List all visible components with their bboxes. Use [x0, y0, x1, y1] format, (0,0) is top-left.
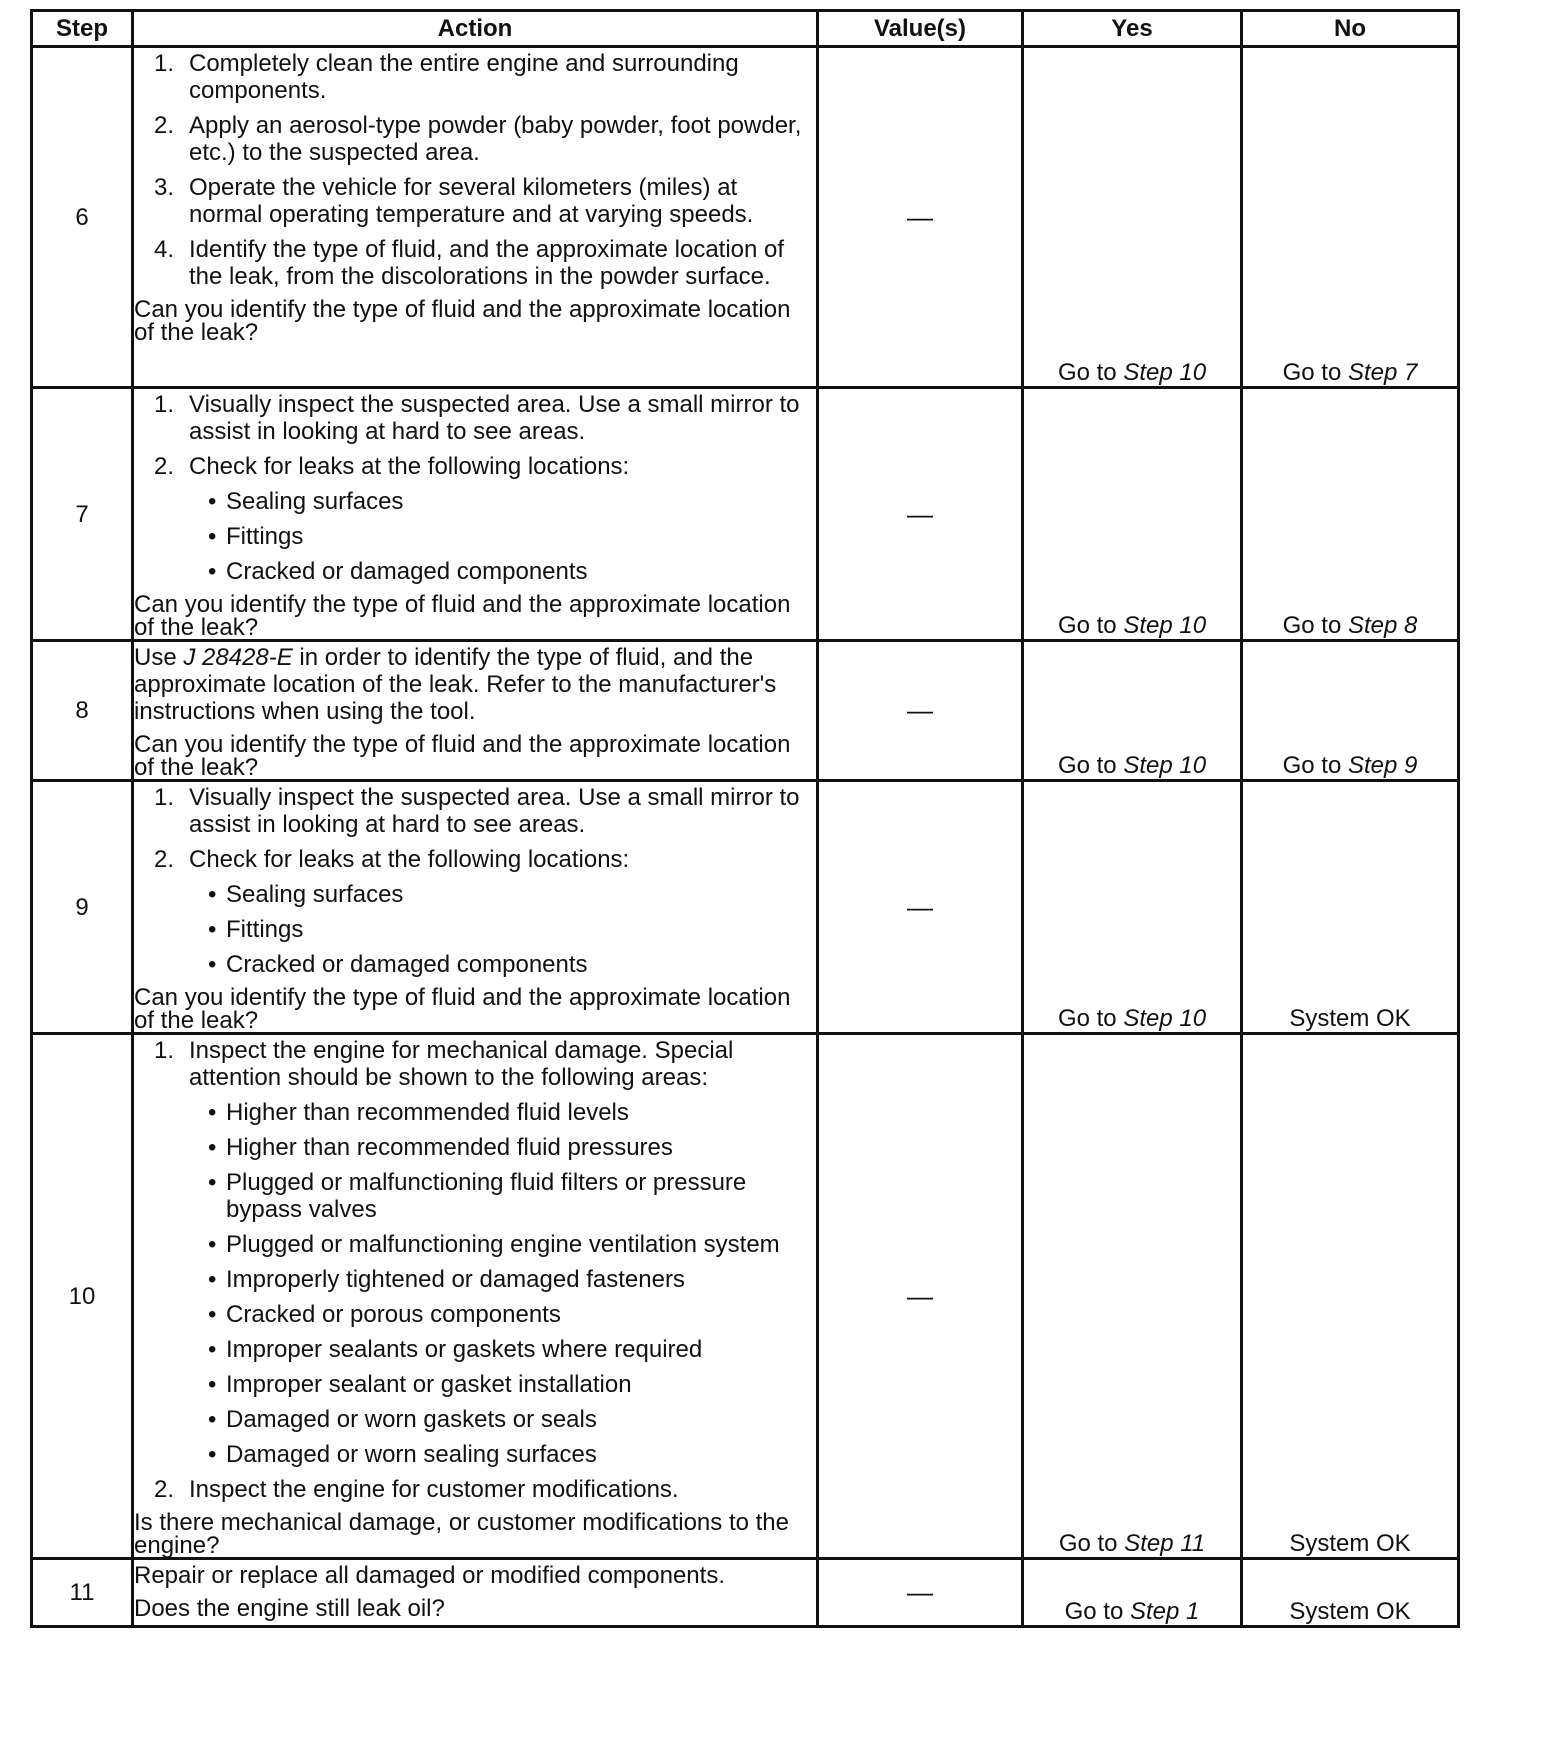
step-number: 6: [32, 47, 133, 388]
table-row-step-7: [32, 388, 1459, 641]
header-action: Action: [133, 11, 818, 47]
no-cell: System OK: [1242, 1559, 1459, 1627]
bullet-item: • Cracked or porous components: [208, 1301, 561, 1328]
header-row: [32, 11, 1459, 47]
step-reference: Step 10: [1123, 1005, 1207, 1032]
numbered-item: 2. Check for leaks at the following locations:: [154, 453, 630, 480]
step-number: 11: [32, 1559, 133, 1627]
table-row-step-6: [32, 47, 1459, 388]
tool-reference: J 28428-E: [183, 644, 293, 671]
step-reference: Step 7: [1347, 359, 1418, 386]
bullet-item: • Sealing surfaces: [208, 881, 404, 908]
bullet-item: • Plugged or malfunctioning engine ventilation system: [208, 1231, 780, 1258]
action-cell: [133, 388, 818, 641]
no-cell: System OK: [1242, 1034, 1459, 1559]
action-text: Repair or replace all damaged or modified components.: [134, 1562, 725, 1589]
numbered-item: 2. Inspect the engine for customer modifications.: [154, 1476, 679, 1503]
bullet-item: • Plugged or malfunctioning fluid filters or pressure bypass valves: [208, 1169, 747, 1223]
action-cell: [133, 1559, 818, 1627]
bullet-item: • Improperly tightened or damaged fasteners: [208, 1266, 685, 1293]
step-reference: Step 10: [1123, 752, 1207, 779]
step-reference: Step 10: [1123, 359, 1207, 386]
step-number: 10: [32, 1034, 133, 1559]
numbered-item: 2. Check for leaks at the following locations:: [154, 846, 630, 873]
action-cell: [133, 641, 818, 781]
bullet-item: • Damaged or worn sealing surfaces: [208, 1441, 597, 1468]
value-cell: —: [818, 47, 1023, 388]
yes-cell: Go to Step 1: [1023, 1559, 1242, 1627]
bullet-item: • Higher than recommended fluid pressures: [208, 1134, 673, 1161]
header-values: Value(s): [818, 11, 1023, 47]
bullet-item: • Fittings: [208, 916, 304, 943]
bullet-item: • Improper sealants or gaskets where required: [208, 1336, 703, 1363]
action-cell: [133, 47, 818, 388]
numbered-item: 1. Inspect the engine for mechanical damage. Special attention should be shown to the following areas:: [154, 1037, 734, 1091]
numbered-item: 1. Completely clean the entire engine and surrounding components.: [154, 50, 739, 104]
bullet-item: • Fittings: [208, 523, 304, 550]
value-cell: —: [818, 641, 1023, 781]
question-text: Does the engine still leak oil?: [134, 1595, 445, 1622]
bullet-item: • Improper sealant or gasket installation: [208, 1371, 632, 1398]
value-cell: —: [818, 388, 1023, 641]
step-number: 8: [32, 641, 133, 781]
step-reference: Step 11: [1124, 1530, 1206, 1557]
step-number: 7: [32, 388, 133, 641]
yes-cell: Go to Step 11: [1023, 1034, 1242, 1559]
header-yes: Yes: [1023, 11, 1242, 47]
value-cell: —: [818, 1559, 1023, 1627]
value-cell: —: [818, 1034, 1023, 1559]
numbered-item: 4. Identify the type of fluid, and the approximate location of the leak, from the discolorations in the powder surface.: [154, 236, 785, 290]
question-text: Is there mechanical damage, or customer modifications to the engine?: [134, 1509, 789, 1559]
numbered-item: 1. Visually inspect the suspected area. Use a small mirror to assist in looking at hard to see areas.: [154, 784, 800, 838]
value-cell: —: [818, 781, 1023, 1034]
question-text: Can you identify the type of fluid and the approximate location of the leak?: [134, 296, 791, 346]
step-number: 9: [32, 781, 133, 1034]
action-text: Use J 28428-E in order to identify the type of fluid, and the approximate location of the leak. Refer to the manufacturer's instructions when using the tool.: [134, 644, 777, 725]
table-row-step-9: [32, 781, 1459, 1034]
no-cell: System OK: [1242, 781, 1459, 1034]
question-text: Can you identify the type of fluid and the approximate location of the leak?: [134, 984, 791, 1034]
no-cell: Go to Step 7: [1242, 47, 1459, 388]
numbered-item: 1. Visually inspect the suspected area. Use a small mirror to assist in looking at hard to see areas.: [154, 391, 800, 445]
question-text: Can you identify the type of fluid and the approximate location of the leak?: [134, 591, 791, 641]
no-cell: Go to Step 8: [1242, 388, 1459, 641]
action-cell: [133, 781, 818, 1034]
yes-cell: Go to Step 10: [1023, 641, 1242, 781]
bullet-item: • Damaged or worn gaskets or seals: [208, 1406, 597, 1433]
no-cell: Go to Step 9: [1242, 641, 1459, 781]
step-reference: Step 9: [1347, 752, 1418, 779]
bullet-item: • Cracked or damaged components: [208, 951, 588, 978]
bullet-item: • Higher than recommended fluid levels: [208, 1099, 629, 1126]
table-row-step-11: [32, 1559, 1459, 1627]
yes-cell: Go to Step 10: [1023, 47, 1242, 388]
yes-cell: Go to Step 10: [1023, 781, 1242, 1034]
action-cell: [133, 1034, 818, 1559]
diagnostic-table: [30, 9, 1460, 1628]
step-reference: Step 10: [1123, 612, 1207, 639]
step-reference: Step 1: [1129, 1598, 1200, 1625]
bullet-item: • Cracked or damaged components: [208, 558, 588, 585]
question-text: Can you identify the type of fluid and the approximate location of the leak?: [134, 731, 791, 781]
step-reference: Step 8: [1347, 612, 1418, 639]
numbered-item: 3. Operate the vehicle for several kilometers (miles) at normal operating temperature and at varying speeds.: [154, 174, 754, 228]
header-step: Step: [32, 11, 133, 47]
numbered-item: 2. Apply an aerosol-type powder (baby powder, foot powder, etc.) to the suspected area.: [154, 112, 802, 166]
table-row-step-10: [32, 1034, 1459, 1559]
bullet-item: • Sealing surfaces: [208, 488, 404, 515]
yes-cell: Go to Step 10: [1023, 388, 1242, 641]
table-row-step-8: [32, 641, 1459, 781]
header-no: No: [1242, 11, 1459, 47]
